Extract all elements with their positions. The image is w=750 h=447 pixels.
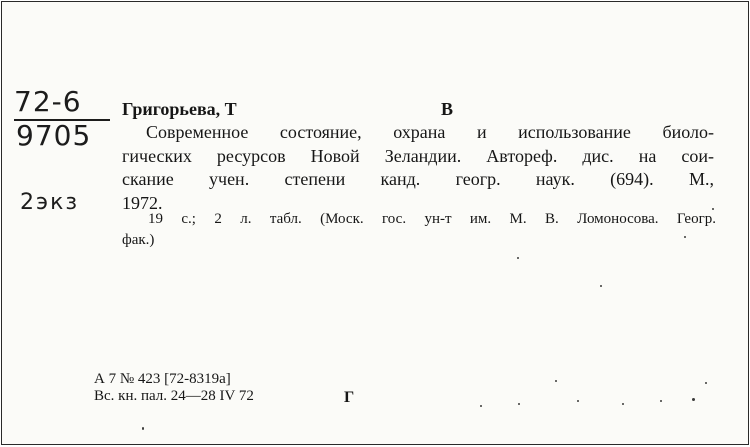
scan-speck <box>622 403 624 405</box>
footer-mark: Г <box>344 389 355 406</box>
title-description <box>122 121 714 215</box>
collation-line: 19 с.; 2 л. табл. (Моск. гос. ун-т им. М. В. Ломоносова. Геогр. <box>148 211 716 227</box>
scan-speck <box>692 398 695 401</box>
title-line: Современное состояние, охрана и использование биоло- <box>146 122 714 142</box>
scan-speck <box>518 403 520 405</box>
scan-speck <box>555 380 557 382</box>
footer-registration: А 7 № 423 [72-8319а] <box>94 371 231 387</box>
catalog-card <box>1 1 749 445</box>
title-line: 1972. <box>122 192 163 213</box>
collation-line: фак.) <box>122 232 155 248</box>
footer-chamber-record: Вс. кн. пал. 24—28 IV 72 <box>94 388 254 404</box>
handwritten-call-number-top: 72-6 <box>14 85 82 118</box>
scan-speck <box>142 427 144 430</box>
title-line: скание учен. степени канд. геогр. наук. (694). М., <box>122 169 714 189</box>
scan-speck <box>660 400 662 402</box>
scan-speck <box>705 382 707 384</box>
collation-note <box>122 209 716 251</box>
scan-speck <box>577 400 579 402</box>
scan-speck <box>480 405 482 407</box>
card-footer <box>94 371 355 406</box>
scan-speck <box>600 285 602 287</box>
handwritten-call-number-bottom: 9705 <box>16 119 92 152</box>
scan-speck <box>712 208 714 210</box>
title-line: гических ресурсов Новой Зеландии. Автореф. дис. на сои- <box>122 145 714 166</box>
handwritten-copies-note: 2экз <box>20 190 80 215</box>
author-heading: Григорьева, Т <box>122 99 237 119</box>
scan-speck <box>684 236 686 238</box>
index-letter: В <box>441 99 454 119</box>
scan-speck <box>517 257 519 259</box>
